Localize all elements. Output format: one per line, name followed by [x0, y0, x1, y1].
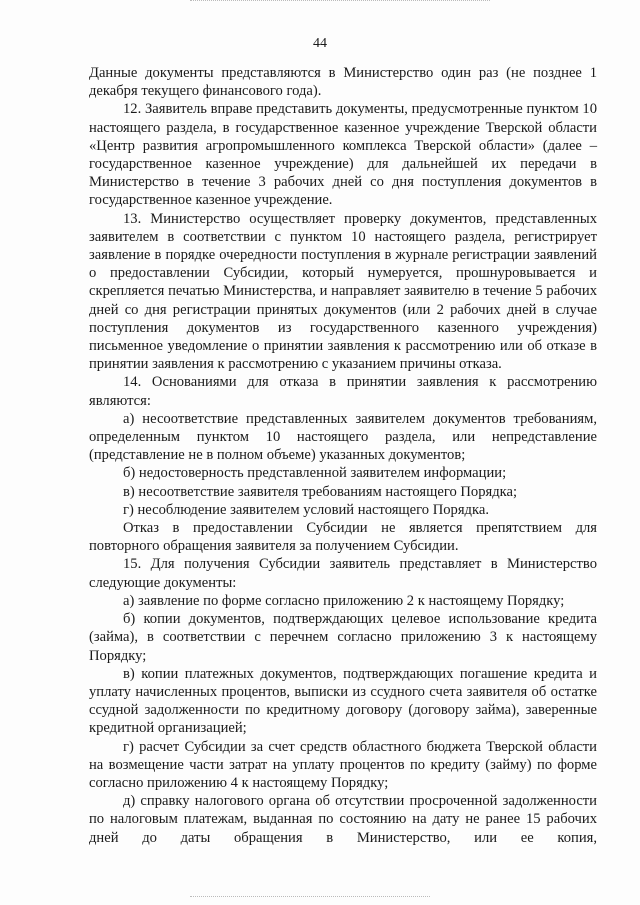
- page-number: 44: [313, 36, 327, 51]
- paragraph-15-b: б) копии документов, подтверждающих целевое использование кредита (займа), в соответствии с перечнем согласно приложению 3 к настоящему Порядку;: [89, 611, 597, 664]
- paragraph-15-v: в) копии платежных документов, подтверждающих погашение кредита и уплату начисленных процентов, выписки из ссудного счета заявителя об остатке ссудной задолженности по кредитному договору (договору займа), заверенные кредитной организацией;: [89, 665, 597, 737]
- paragraph-14-g: г) несоблюдение заявителем условий настоящего Порядка.: [123, 501, 489, 518]
- paragraph-15-a: а) заявление по форме согласно приложению 2 к настоящему Порядку;: [123, 592, 565, 609]
- scan-edge-bottom: [190, 896, 430, 899]
- paragraph-14-b: б) недостоверность представленной заявителем информации;: [123, 465, 507, 482]
- paragraph-14-a: а) несоответствие представленных заявителем документов требованиям, определенным пунктом 10 настоящего раздела, или непредставление (представление не в полном объеме) указанных документов;: [89, 410, 597, 464]
- document-body: [89, 64, 597, 847]
- paragraph-15: 15. Для получения Субсидии заявитель представляет в Министерство следующие документы:: [89, 556, 597, 591]
- paragraph-15-d: д) справку налогового органа об отсутствии просроченной задолженности по налоговым платежам, выданная по состоянию на дату не ранее 15 рабочих дней до даты обращения в Министерство, или ее копия,: [89, 793, 597, 846]
- paragraph-14-v: в) несоответствие заявителя требованиям настоящего Порядка;: [123, 483, 518, 500]
- paragraph-13: 13. Министерство осуществляет проверку документов, представленных заявителем в соответствии с пунктом 10 настоящего раздела, регистрирует заявление в порядке очередности поступления в журнале регистрации заявлений о предоставлении Субсидии, который нумеруется, прошнуровывается и скрепляется печатью Министерства, и направляет заявителю в течение 5 рабочих дней со дня регистрации принятых документов (или 2 рабочих дней в случае поступления документов из государственного казенного учреждения) письменное уведомление о принятии заявления к рассмотрению или об отказе в принятии заявления к рассмотрению с указанием причины отказа.: [89, 210, 597, 373]
- paragraph-15-g: г) расчет Субсидии за счет средств областного бюджета Тверской области на возмещение части затрат на уплату процентов по кредиту (займу) по форме согласно приложению 4 к настоящему Порядку;: [89, 738, 597, 791]
- paragraph-12: 12. Заявитель вправе представить документы, предусмотренные пунктом 10 настоящего раздела, в государственное казенное учреждение Тверской области «Центр развития агропромышленного комплекса Тверской области» (далее – государственное казенное учреждение) для дальнейшей их передачи в Министерство в течение 3 рабочих дней со дня поступления документов в государственное казенное учреждение.: [89, 101, 597, 209]
- scan-edge-top: [190, 0, 490, 4]
- paragraph-refusal-note: Отказ в предоставлении Субсидии не является препятствием для повторного обращения заявителя за получением Субсидии.: [89, 520, 597, 555]
- paragraph-submission-deadline: Данные документы представляются в Министерство один раз (не позднее 1 декабря текущего финансового года).: [89, 65, 597, 100]
- paragraph-14: 14. Основаниями для отказа в принятии заявления к рассмотрению являются:: [89, 374, 597, 409]
